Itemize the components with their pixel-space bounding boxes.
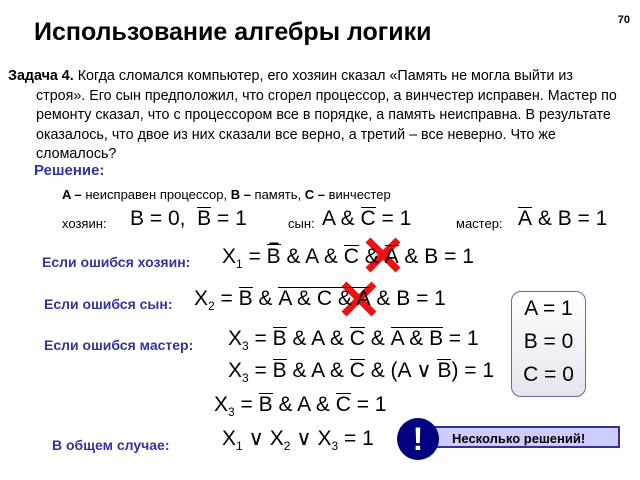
son-label: сын: xyxy=(288,216,315,231)
subscript: 1 xyxy=(236,439,243,454)
formula-term: = 1 xyxy=(338,427,374,450)
formula-term: = xyxy=(248,359,273,382)
owner-label: хозяин: xyxy=(62,216,107,231)
subscript: 3 xyxy=(331,439,339,454)
x3-formula-3 xyxy=(214,392,387,425)
formula-term: C xyxy=(349,359,365,382)
subscript: 3 xyxy=(228,405,235,420)
formula-term: = xyxy=(234,393,259,416)
formula-term: = 1 xyxy=(375,207,412,230)
page-number: 70 xyxy=(617,14,630,26)
formula-term: B xyxy=(238,287,253,310)
formula-term: & A & xyxy=(272,393,336,416)
formula-term: A xyxy=(518,207,533,230)
formula-term: = 1 xyxy=(211,207,247,230)
result-c: C = 0 xyxy=(523,363,574,386)
exclamation-icon: ! xyxy=(397,418,439,460)
formula-term: B xyxy=(437,359,452,382)
formula-term: X xyxy=(222,245,237,268)
formula-term: = 1 xyxy=(443,327,479,350)
formula-term: ∨ X xyxy=(242,427,284,450)
x1-formula xyxy=(222,244,474,277)
case-son-wrong: Если ошибся сын: xyxy=(44,296,173,312)
note-callout: Несколько решений! xyxy=(430,426,620,448)
formula-term: X xyxy=(228,327,243,350)
formula-term: C xyxy=(360,207,376,230)
formula-term: & B = 1 xyxy=(370,287,446,310)
formula-term: = xyxy=(214,287,239,310)
formula-term: B xyxy=(266,245,281,268)
task-text xyxy=(8,67,618,165)
solution-label: Решение: xyxy=(34,162,105,179)
task-label: Задача 4. xyxy=(8,68,74,84)
formula-term: = xyxy=(242,245,267,268)
formula-term: = 1 xyxy=(350,393,387,416)
formula-term: X xyxy=(222,427,237,450)
formula-term: X xyxy=(228,359,243,382)
formula-term: X xyxy=(214,393,229,416)
x2-formula xyxy=(194,286,446,319)
formula-term: & xyxy=(252,287,279,310)
result-b: B = 0 xyxy=(523,330,574,353)
legend-b-text: память, xyxy=(250,187,305,202)
formula-term: B = 0, xyxy=(130,207,198,230)
legend-a-text: неисправен процессор, xyxy=(81,187,231,202)
case-master-wrong: Если ошибся мастер: xyxy=(44,337,194,353)
result-box xyxy=(511,291,586,397)
master-formula xyxy=(518,206,607,232)
formula-term: B xyxy=(258,393,273,416)
subscript: 2 xyxy=(283,439,291,454)
slide-title: Использование алгебры логики xyxy=(34,18,432,46)
formula-term: & A & xyxy=(286,327,350,350)
subscript: 3 xyxy=(242,339,249,354)
subscript: 1 xyxy=(236,257,243,272)
x3-formula-2 xyxy=(228,358,494,391)
legend-b-key: B – xyxy=(230,187,251,202)
formula-term: & (A ∨ xyxy=(364,359,438,382)
formula-term: B xyxy=(197,207,212,230)
subscript: 2 xyxy=(208,299,215,314)
formula-term: A & C & A xyxy=(278,287,371,310)
case-owner-wrong: Если ошибся хозяин: xyxy=(42,254,191,270)
formula-term: & xyxy=(364,327,391,350)
general-formula xyxy=(222,426,374,459)
master-label: мастер: xyxy=(456,216,503,231)
formula-term: & A & xyxy=(286,359,350,382)
formula-term: C xyxy=(343,245,359,268)
subscript: 3 xyxy=(242,371,249,386)
formula-term: ) = 1 xyxy=(451,359,495,382)
formula-term: A & xyxy=(322,207,361,230)
legend-c-text: винчестер xyxy=(324,187,391,202)
variable-legend xyxy=(62,186,392,203)
formula-term: C xyxy=(335,393,351,416)
formula-term: A xyxy=(384,245,399,268)
formula-term: & A & xyxy=(280,245,344,268)
case-general: В общем случае: xyxy=(52,437,170,453)
task-body: Когда сломался компьютер, его хозяин сказал «Память не могла выйти из строя». Его сын предположил, что сгорел процессор, а винчестер исправен. Мастер по ремонту сказал, что с процессором все в порядке, а память неисправна. В результате оказалось, что двое из них сказали все верно, а третий – все неверно. Что же сломалось? xyxy=(36,68,617,162)
formula-term: & B = 1 xyxy=(532,207,608,230)
formula-term: C xyxy=(349,327,365,350)
x3-formula-1 xyxy=(228,326,479,359)
formula-term: B xyxy=(272,327,287,350)
result-a: A = 1 xyxy=(524,297,573,320)
formula-term: ∨ X xyxy=(290,427,332,450)
formula-term: = xyxy=(248,327,273,350)
formula-term: B xyxy=(272,359,287,382)
legend-c-key: C – xyxy=(304,187,325,202)
formula-term: A & B xyxy=(390,327,444,350)
son-formula xyxy=(322,206,411,232)
legend-a-key: A – xyxy=(62,187,82,202)
formula-term: X xyxy=(194,287,209,310)
formula-term: & xyxy=(358,245,385,268)
formula-term: & B = 1 xyxy=(398,245,474,268)
owner-formula xyxy=(130,206,247,232)
